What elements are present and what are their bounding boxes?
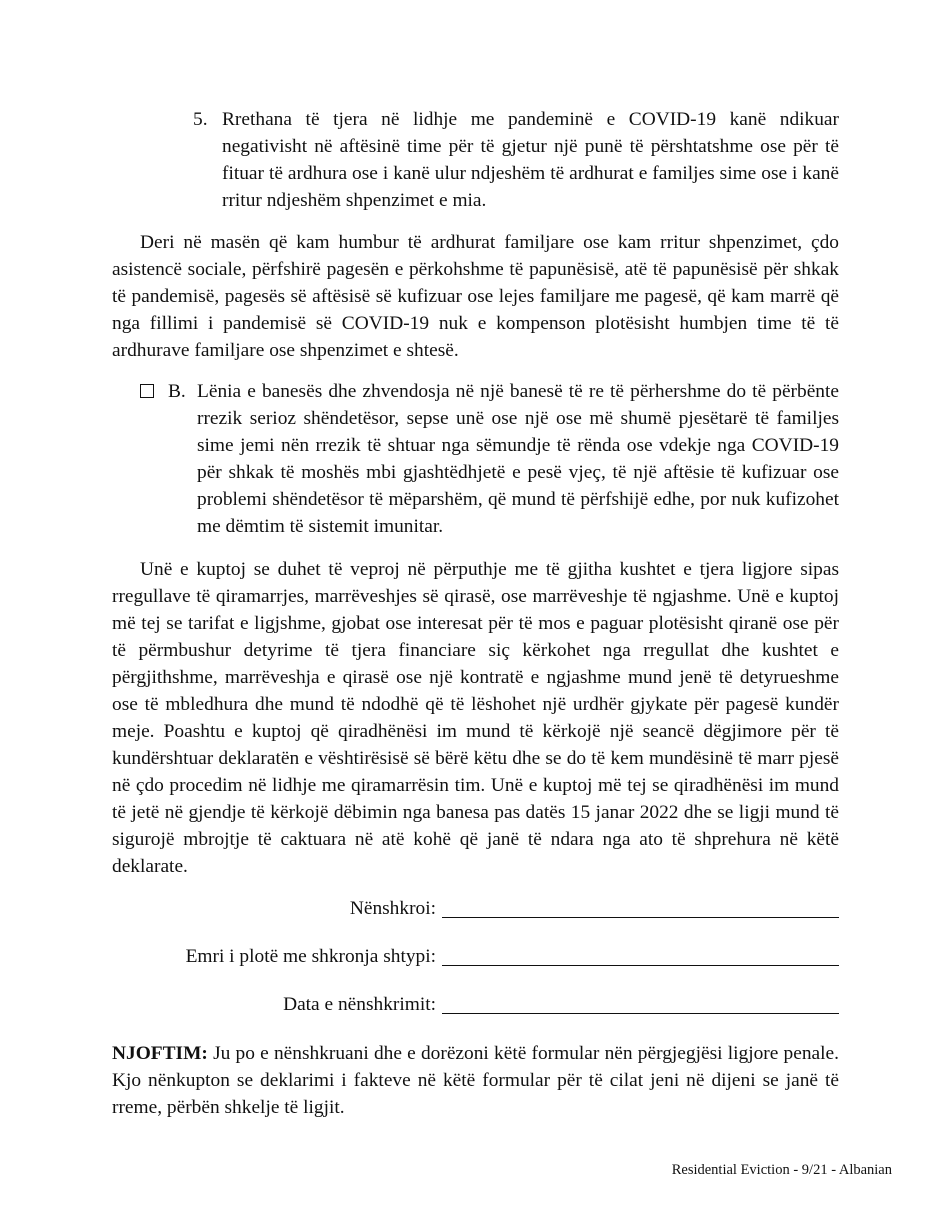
option-b-letter: B. bbox=[168, 381, 186, 402]
option-b bbox=[140, 378, 839, 540]
signature-label: Nënshkroi: bbox=[349, 898, 436, 919]
signature-row bbox=[112, 895, 839, 922]
printed-name-row bbox=[112, 943, 839, 970]
list-item-text: Rrethana të tjera në lidhje me pandeminë e COVID-19 kanë ndikuar negativisht në aftësinë time për të gjetur një punë të përshtatshme ose për të fituar të ardhura ose i kanë ulur ndjeshëm të ardhurat e familjes sime ose i kanë rritur ndjeshëm shpenzimet e mia. bbox=[222, 109, 839, 211]
signature-date-label: Data e nënshkrimit: bbox=[283, 994, 436, 1015]
notice-text: Ju po e nënshkruani dhe e dorëzoni këtë formular nën përgjegjësi ligjore penale. Kjo nënkupton se deklarimi i fakteve në këtë formular për të cilat jeni në dijeni se janë të rreme, përbën shkelje të ligjit. bbox=[112, 1043, 839, 1118]
paragraph-income: Deri në masën që kam humbur të ardhurat familjare ose kam rritur shpenzimet, çdo asistencë sociale, përfshirë pagesën e përkohshme të papunësisë, atë të papunësisë për shkak të pandemisë, pagesës së aftësisë së kufizuar ose lejes familjare me pagesë, që kam marrë që nga fillimi i pandemisë së COVID-19 nuk e kompenson plotësisht humbjen time të të ardhurave familjare ose shpenzimet e shtesë. bbox=[112, 232, 839, 361]
list-item-number: 5. bbox=[193, 109, 208, 130]
signature-field[interactable] bbox=[442, 917, 839, 918]
list-item-5 bbox=[193, 106, 839, 214]
printed-name-label: Emri i plotë me shkronja shtypi: bbox=[185, 946, 436, 967]
option-b-checkbox[interactable] bbox=[140, 384, 154, 398]
signature-date-row bbox=[112, 991, 839, 1018]
printed-name-field[interactable] bbox=[442, 965, 839, 966]
footer-form-id: Residential Eviction - 9/21 - Albanian bbox=[671, 1162, 892, 1178]
option-b-text: Lënia e banesës dhe zhvendosja në një banesë të re të përhershme do të përbënte rrezik serioz shëndetësor, sepse unë ose një ose më shumë pjesëtarë të familjes sime jemi nën rrezik të shtuar nga sëmundje të rënda ose vdekje nga COVID-19 për shkak të moshës mbi gjashtëdhjetë e pesë vjeç, të një aftësie të kufizuar ose problemi shëndetësor të mëparshëm, që mund të përfshijë edhe, por nuk kufizohet me dëmtim të sistemit imunitar. bbox=[197, 381, 839, 537]
notice-paragraph bbox=[112, 1040, 839, 1121]
notice-label: NJOFTIM: bbox=[112, 1043, 208, 1064]
signature-date-field[interactable] bbox=[442, 1013, 839, 1014]
paragraph-understanding: Unë e kuptoj se duhet të veproj në përputhje me të gjitha kushtet e tjera ligjore sipas rregullave të qiramarrjes, marrëveshjes së qirasë, ose marrëveshje të ngjashme. Unë e kuptoj më tej se tarifat e ligjshme, gjobat ose interesat për të mos e paguar plotësisht qiranë ose për të përmbushur detyrime të tjera financiare siç kërkohet nga rregullat dhe kushtet e përgjithshme, marrëveshja e qirasë ose një kontratë e ngjashme mund jenë të detyrueshme ose të mbledhura dhe mund të ndodhë që të lëshohet një urdhër gjykate për pagesë kundër meje. Poashtu e kuptoj që qiradhënësi im mund të kërkojë një seancë dëgjimore për të kundërshtuar deklaratën e vështirësisë së bërë këtu dhe se do të kem mundësinë të marr pjesë në çdo procedim në lidhje me qiramarrësin tim. Unë e kuptoj më tej se qiradhënësi im mund të jetë në gjendje të kërkojë dëbimin nga banesa pas datës 15 janar 2022 dhe se ligji mund të sigurojë mbrojtje të caktuara në atë kohë që janë të ndara nga ato të shprehura në këtë deklarate. bbox=[112, 559, 839, 877]
